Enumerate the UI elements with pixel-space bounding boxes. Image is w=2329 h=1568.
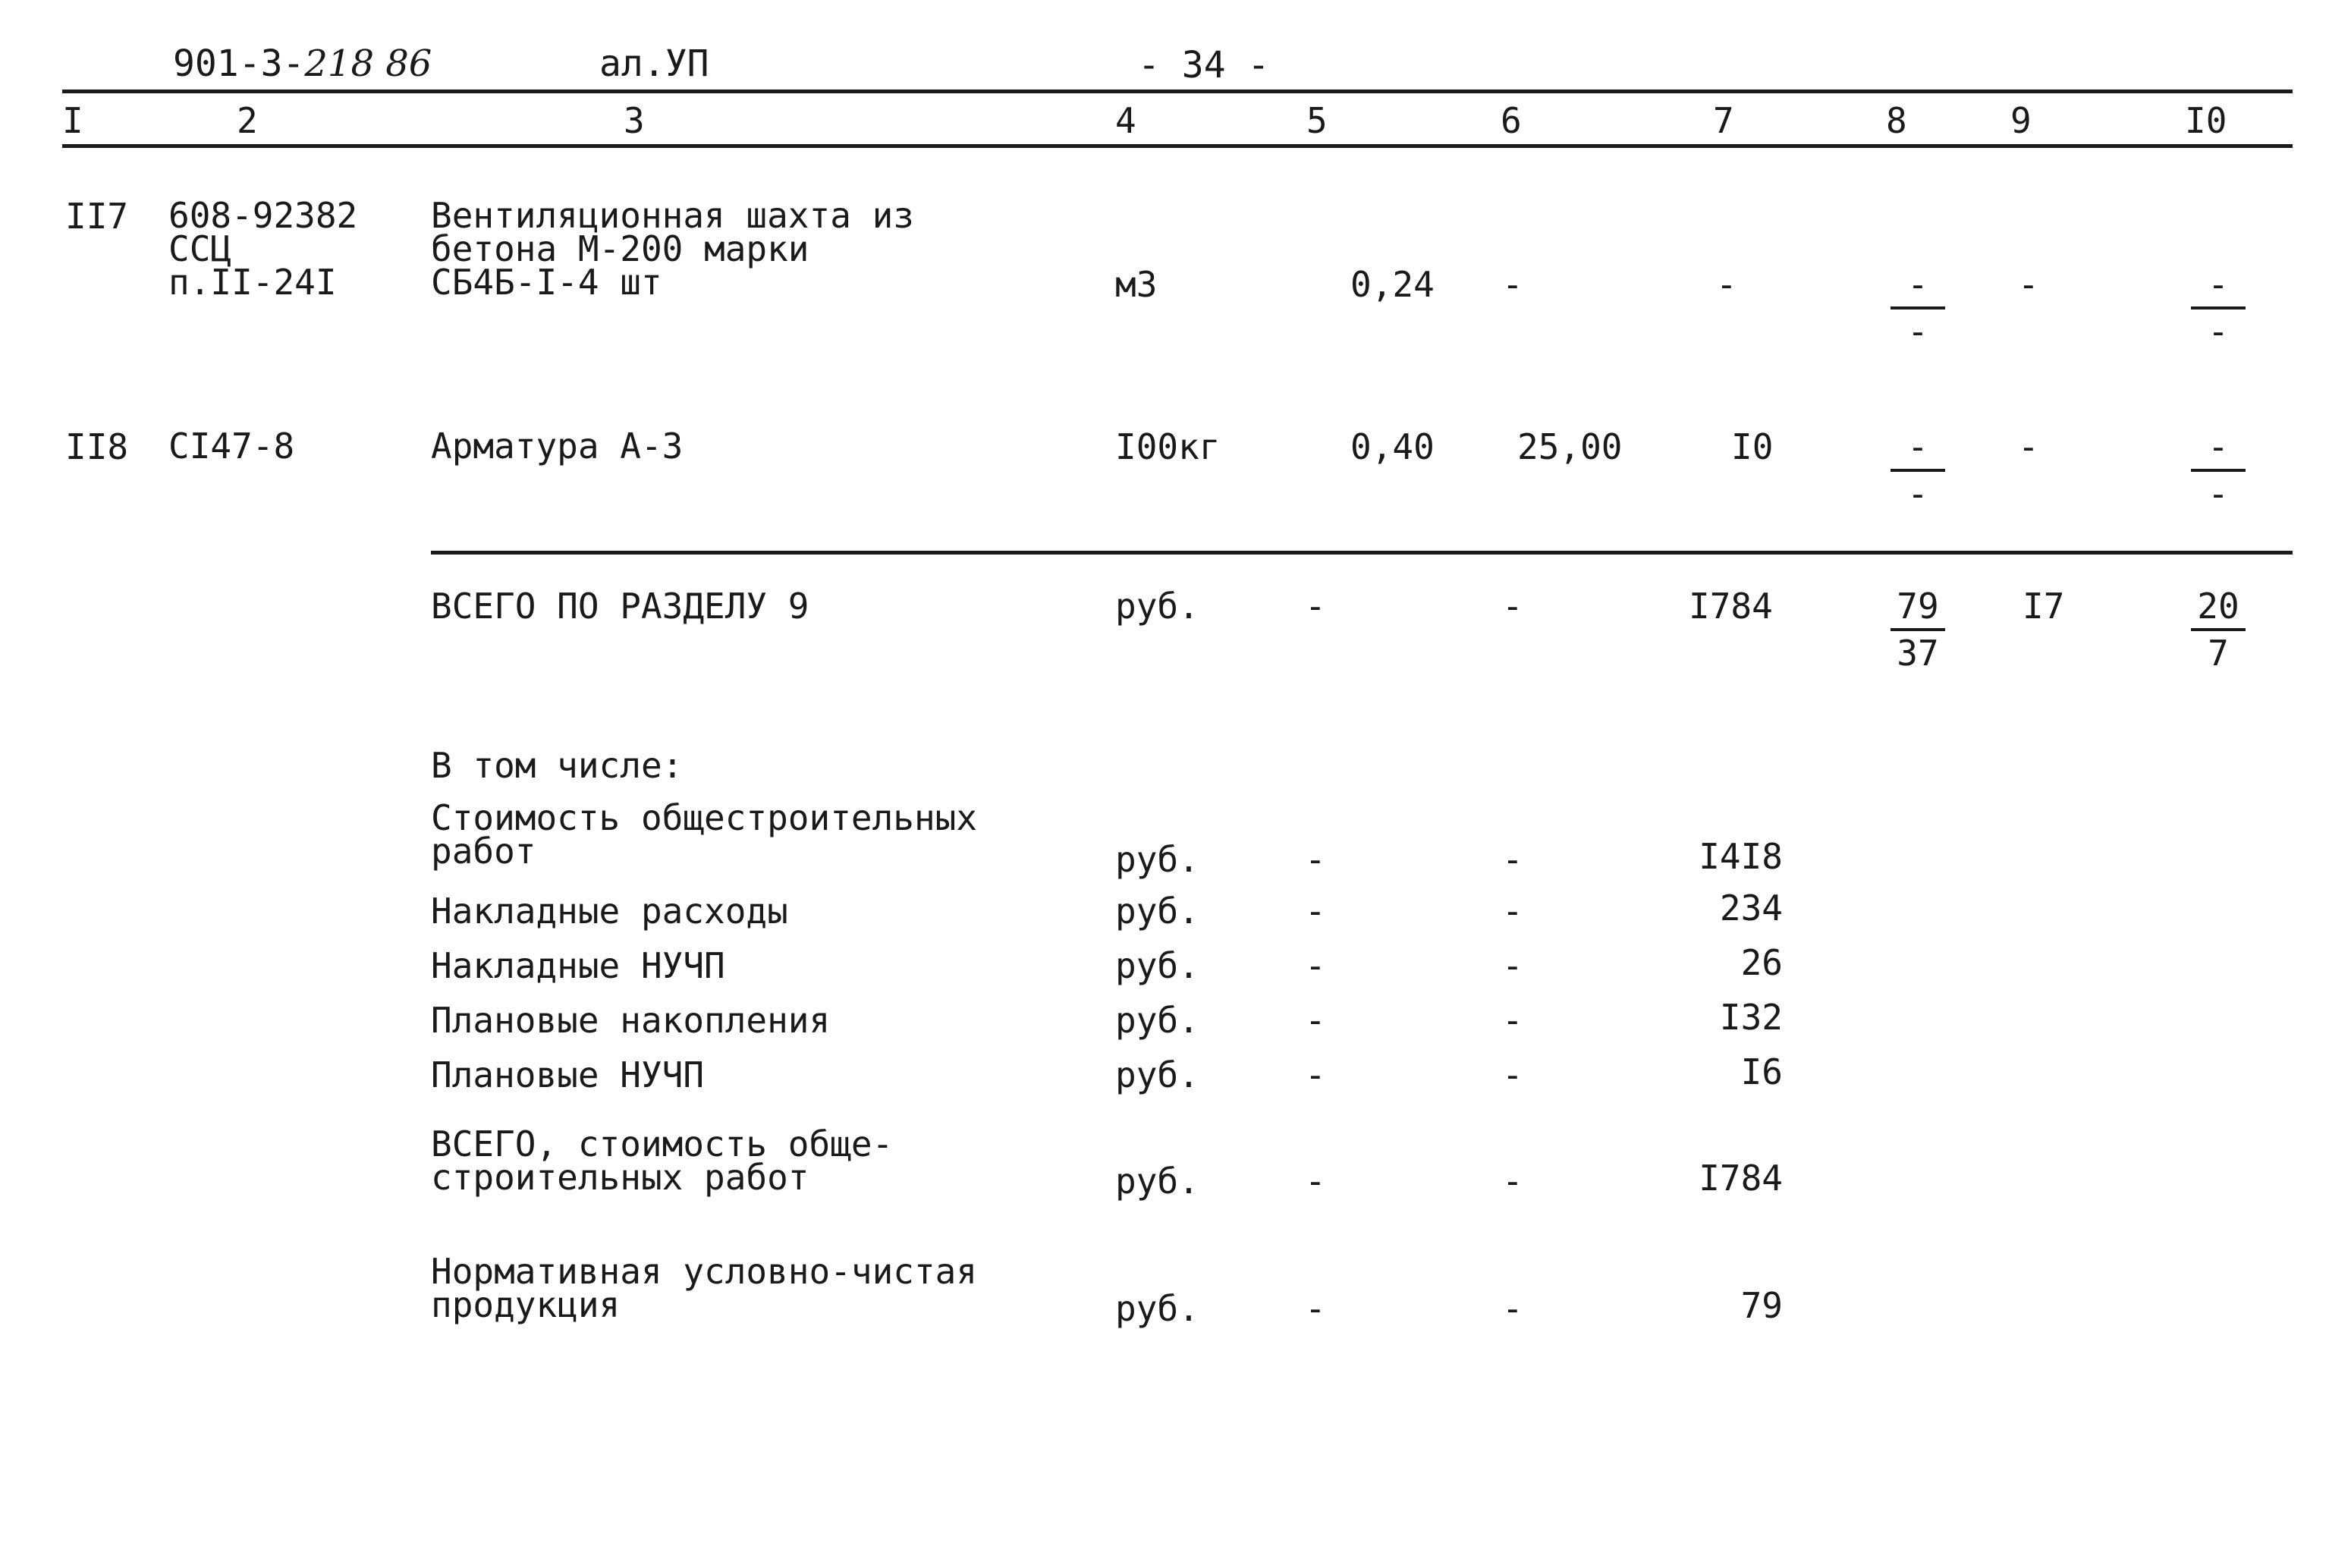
fraction-bottom: -	[2208, 473, 2229, 514]
fraction-bottom: 7	[2208, 633, 2229, 674]
column-number-3: 3	[624, 100, 645, 141]
album-label: ал.УП	[599, 42, 709, 85]
fraction-top: -	[2208, 426, 2229, 467]
section-total-rule	[431, 551, 2293, 555]
row-name	[431, 195, 914, 303]
breakdown-quantity: -	[1305, 1054, 1326, 1095]
row-name-line: Вентиляционная шахта из	[431, 195, 914, 236]
column-number-5: 5	[1306, 100, 1328, 141]
row-name-line: бетона М-200 марки	[431, 228, 809, 269]
breakdown-quantity: -	[1305, 1161, 1326, 1202]
handwritten-number: 218 86	[304, 42, 432, 85]
breakdown-label: Плановые накопления	[431, 1000, 831, 1041]
breakdown-total: 26	[1740, 942, 1783, 983]
column-number-6: 6	[1501, 100, 1522, 141]
breakdown-label: Накладные НУЧП	[431, 945, 725, 986]
section-total-price: -	[1502, 586, 1523, 627]
fraction-top: -	[1907, 426, 1928, 467]
breakdown-unit: руб.	[1115, 1161, 1199, 1202]
breakdown-heading: В том числе:	[431, 745, 684, 786]
column-number-8: 8	[1886, 100, 1907, 141]
row-price: 25,00	[1517, 426, 1623, 467]
breakdown-price: -	[1502, 945, 1523, 986]
breakdown-price: -	[1502, 1288, 1523, 1329]
row-name	[431, 426, 684, 467]
breakdown-label-line: Стоимость общестроительных	[431, 797, 978, 838]
row-quantity: 0,40	[1350, 426, 1435, 467]
column-number-1: I	[62, 100, 83, 141]
row-col9: -	[2018, 264, 2039, 305]
row-col9: -	[2018, 426, 2039, 467]
fraction-bar	[1891, 469, 1945, 472]
fraction-top: 20	[2197, 586, 2239, 627]
breakdown-unit: руб.	[1115, 1054, 1199, 1095]
row-name-line: СБ4Б-I-4 шт	[431, 262, 662, 303]
breakdown-price: -	[1502, 1054, 1523, 1095]
row-price: -	[1502, 264, 1523, 305]
breakdown-label-line: работ	[431, 831, 536, 872]
breakdown-price: -	[1502, 1000, 1523, 1041]
fraction-bar	[2191, 628, 2246, 631]
fraction-top: -	[2208, 264, 2229, 305]
breakdown-unit: руб.	[1115, 891, 1199, 932]
row-total: I0	[1731, 426, 1774, 467]
breakdown-total: I6	[1740, 1051, 1783, 1092]
column-number-7: 7	[1713, 100, 1734, 141]
breakdown-price: -	[1502, 891, 1523, 932]
section-total-col10-fraction	[2180, 586, 2256, 674]
fraction-bar	[2191, 306, 2246, 310]
row-number: II8	[65, 426, 129, 467]
fraction-bar	[2191, 469, 2246, 472]
breakdown-label: Накладные расходы	[431, 891, 788, 932]
breakdown-total: I32	[1719, 997, 1783, 1038]
fraction-bottom: -	[2208, 311, 2229, 352]
section-total-sum: I784	[1689, 586, 1773, 627]
row-name-line: Арматура А-3	[431, 426, 684, 467]
row-code-line: CI47-8	[168, 426, 295, 467]
row-code	[168, 426, 295, 467]
row-code-line: п.II-24I	[168, 262, 337, 303]
page-number: - 34 -	[1138, 44, 1270, 86]
column-number-2: 2	[237, 100, 258, 141]
row-col8-fraction	[1880, 264, 1956, 352]
row-number: II7	[65, 196, 129, 237]
breakdown-price: -	[1502, 839, 1523, 880]
breakdown-label: Плановые НУЧП	[431, 1054, 705, 1095]
fraction-bottom: -	[1907, 473, 1928, 514]
breakdown-total: 234	[1719, 888, 1783, 929]
breakdown-unit: руб.	[1115, 1000, 1199, 1041]
document-number: 901-3-218 86	[173, 42, 432, 85]
breakdown-label-line: продукция	[431, 1284, 621, 1325]
row-total: -	[1716, 264, 1737, 305]
section-total-col8-fraction	[1880, 586, 1956, 674]
column-number-4: 4	[1115, 100, 1136, 141]
row-col10-fraction	[2180, 426, 2256, 514]
row-unit: м3	[1115, 264, 1158, 305]
section-total-label: ВСЕГО ПО РАЗДЕЛУ 9	[431, 586, 809, 627]
breakdown-quantity: -	[1305, 839, 1326, 880]
fraction-top: -	[1907, 264, 1928, 305]
breakdown-quantity: -	[1305, 945, 1326, 986]
breakdown-label	[431, 1123, 894, 1198]
fraction-bottom: -	[1907, 311, 1928, 352]
fraction-bar	[1891, 306, 1945, 310]
breakdown-quantity: -	[1305, 1288, 1326, 1329]
section-total-col9: I7	[2023, 586, 2065, 627]
row-col8-fraction	[1880, 426, 1956, 514]
section-total-quantity: -	[1305, 586, 1326, 627]
section-total-unit: руб.	[1115, 586, 1199, 627]
fraction-top: 79	[1897, 586, 1939, 627]
header-bottom-rule	[62, 144, 2293, 148]
breakdown-label	[431, 1251, 978, 1325]
header-top-rule	[62, 90, 2293, 93]
row-col10-fraction	[2180, 264, 2256, 352]
breakdown-price: -	[1502, 1161, 1523, 1202]
fraction-bottom: 37	[1897, 633, 1939, 674]
row-code	[168, 195, 358, 303]
row-code-line: ССЦ	[168, 228, 232, 269]
breakdown-unit: руб.	[1115, 1288, 1199, 1329]
column-number-10: I0	[2185, 100, 2227, 141]
row-unit: I00кг	[1115, 426, 1221, 467]
breakdown-label-line: ВСЕГО, стоимость обще-	[431, 1123, 894, 1164]
breakdown-quantity: -	[1305, 1000, 1326, 1041]
fraction-bar	[1891, 628, 1945, 631]
breakdown-quantity: -	[1305, 891, 1326, 932]
breakdown-label-line: Нормативная условно-чистая	[431, 1251, 978, 1292]
row-code-line: 608-92382	[168, 195, 358, 236]
breakdown-total: I784	[1699, 1158, 1783, 1199]
breakdown-unit: руб.	[1115, 839, 1199, 880]
row-quantity: 0,24	[1350, 264, 1435, 305]
breakdown-label	[431, 797, 978, 872]
breakdown-unit: руб.	[1115, 945, 1199, 986]
column-number-9: 9	[2010, 100, 2032, 141]
breakdown-label-line: строительных работ	[431, 1157, 809, 1198]
breakdown-total: I4I8	[1699, 836, 1783, 877]
breakdown-total: 79	[1740, 1285, 1783, 1326]
